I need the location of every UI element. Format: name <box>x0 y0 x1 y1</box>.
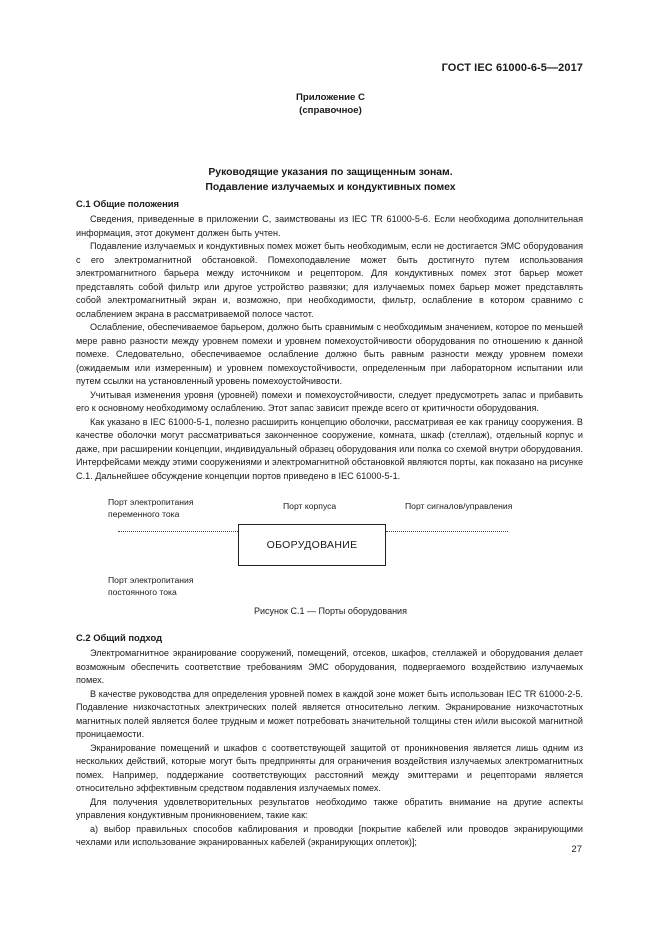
section-title-line1: Руководящие указания по защищенным зонам. <box>208 167 453 178</box>
c2-heading: С.2 Общий подход <box>76 632 163 643</box>
signal-port-line <box>386 531 508 532</box>
document-code: ГОСТ IEC 61000-6-5—2017 <box>441 62 583 74</box>
c2-paragraph-5: а) выбор правильных способов каблирования и проводки [покрытие кабелей или проводов экранирующими чехлами или использование экранированных кабелей (экранирующих оплеток)]; <box>76 823 583 847</box>
dc-power-port-label <box>108 574 193 598</box>
c2-paragraph-4: Для получения удовлетворительных результатов необходимо также обратить внимание на другие аспекты управления кондуктивным проникновением, такие как: <box>76 796 583 820</box>
c2-paragraph-2: В качестве руководства для определения уровней помех в каждой зоне может быть использован IEC TR 61000-2-5. Подавление низкочастотных электрических полей является относительно легким. Экранирование низкочастотных магнитных полей является более трудным и может потребовать значительной толщины стен и/или высокой магнитной проницаемости. <box>76 688 583 739</box>
c2-paragraph-3: Экранирование помещений и шкафов с соответствующей защитой от проникновения является лишь одним из нескольких действий, которые могут быть предприняты для ограничения воздействия излучаемых электромагнитных помех. Например, поддержание соответствующих расстояний между эмиттерами и рецепторами является относительно эффективным средством подавления излучаемых помех. <box>76 742 583 793</box>
c1-heading: С.1 Общие положения <box>76 198 179 209</box>
c1-paragraph-1: Сведения, приведенные в приложении С, заимствованы из IEC TR 61000-5-6. Если необходима дополнительная информация, этот документ должен быть учтен. <box>76 214 583 238</box>
appendix-title: Приложение С <box>296 92 365 103</box>
section-title <box>0 165 661 195</box>
c1-paragraph-4: Учитывая изменения уровня (уровней) помехи и помехоустойчивости, следует предусмотреть запас и прибавить его к основному необходимому ослаблению. Этот запас зависит прежде всего от критичности оборудования. <box>76 389 583 413</box>
ports-figure <box>0 490 661 610</box>
appendix-heading <box>0 91 661 117</box>
ac-port-line1: Порт электропитания <box>108 497 194 507</box>
dc-port-line1: Порт электропитания <box>108 575 194 585</box>
c2-body <box>76 647 583 850</box>
ac-power-port-label <box>108 496 193 520</box>
c1-paragraph-3: Ослабление, обеспечиваемое барьером, должно быть сравнимым с необходимым значением, которое по меньшей мере равно разности между уровнем помехи и уровнем помехоустойчивости оборудования по отношению к данной помехе. Следовательно, обеспечиваемое ослабление должно быть равным разности между уровнем помехи (ожидаемым или измеренным) и уровнем помехоустойчивости, определенным при лабораторном испытании или путем ссылки на установленный уровень помехоустойчивости. <box>76 322 583 386</box>
enclosure-port-label: Порт корпуса <box>283 501 337 511</box>
section-title-line2: Подавление излучаемых и кондуктивных помех <box>205 182 456 193</box>
ac-port-line <box>118 531 238 532</box>
dc-port-line2: постоянного тока <box>108 587 177 597</box>
page-number: 27 <box>571 844 582 855</box>
figure-caption: Рисунок С.1 — Порты оборудования <box>254 606 407 616</box>
ac-port-line2: переменного тока <box>108 509 180 519</box>
equipment-box: ОБОРУДОВАНИЕ <box>238 524 386 566</box>
c1-paragraph-5: Как указано в IEC 61000-5-1, полезно расширить концепцию оболочки, рассматривая ее как границу сооружения. В качестве оболочки могут рассматриваться законченное сооружение, комната, шкаф (стеллаж), отдельный корпус и даже, при расширении концепции, индивидуальный образец оборудования или полка со схемой внутри оборудования. Интерфейсами между этими сооружениями и электромагнитной обстановкой являются порты, как показано на рисунке С.1. Дальнейшее обсуждение концепции портов приведено в IEC 61000-5-1. <box>76 416 583 481</box>
c1-body <box>76 213 583 483</box>
c1-paragraph-2: Подавление излучаемых и кондуктивных помех может быть необходимым, если не достигается ЭМС оборудования с его электромагнитной обстановкой. Помехоподавление может быть достигнуто путем использования электромагнитного барьера между источником и рецептором. Для кондуктивных помех этот барьер может представлять собой фильтр или другое устройство развязки; для излучаемых помех барьер может представлять собой электромагнитный экран и, возможно, при необходимости, фильтр, ослабление в котором сравнимо с ослаблением экрана в рассматриваемой полосе частот. <box>76 241 583 319</box>
c2-paragraph-1: Электромагнитное экранирование сооружений, помещений, отсеков, шкафов, стеллажей и оборудования делает возможным обеспечить соответствие требованиям ЭМС оборудования, подвергаемого воздействию излучаемых помех. <box>76 648 583 685</box>
appendix-subtitle: (справочное) <box>299 105 362 116</box>
signal-port-label: Порт сигналов/управления <box>405 501 513 511</box>
